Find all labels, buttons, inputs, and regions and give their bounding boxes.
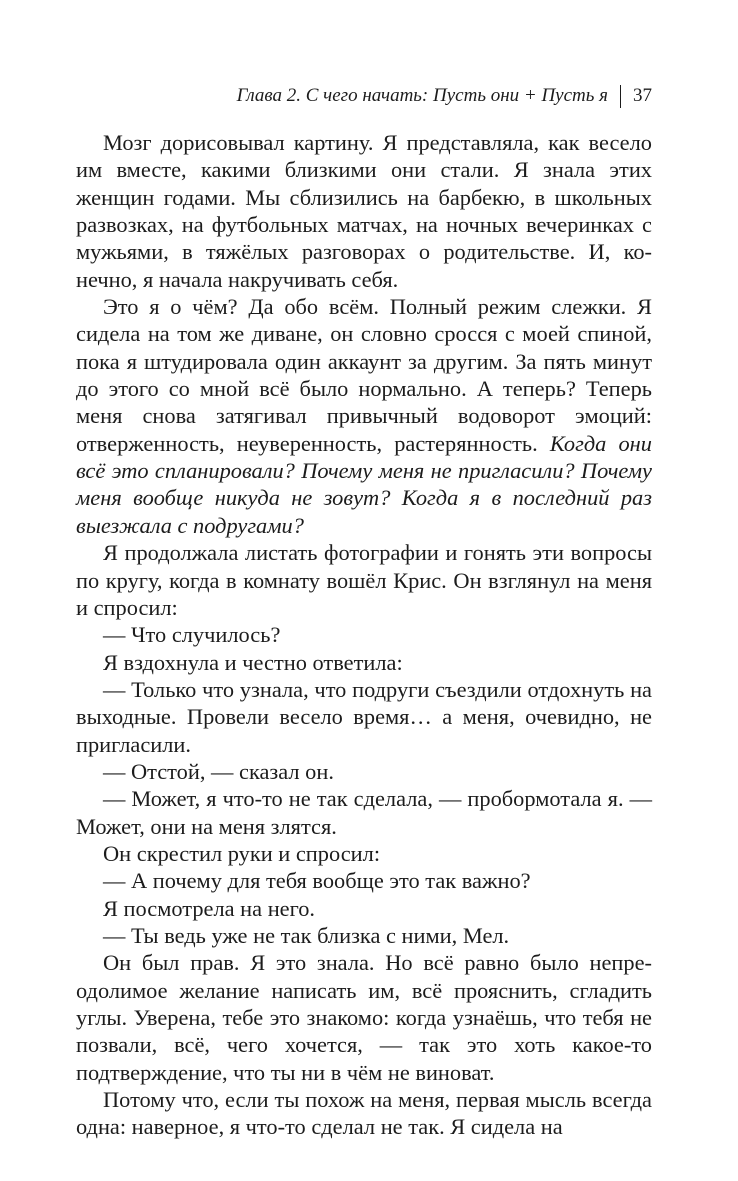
- paragraph: Он был прав. Я это знала. Но всё равно было непреодолимое желание написать им, всё прояснить, сгладить углы. Уверена, тебе это знакомо: когда узнаёшь, что тебя не позвали, всё, чего хочется, — так это хоть какое-то подтверждение, что ты ни в чём не виноват.: [76, 950, 652, 1085]
- paragraph: Я вздохнула и честно ответила:: [103, 649, 403, 675]
- chapter-title: Глава 2. С чего начать: Пусть они + Пусть я: [236, 85, 608, 106]
- header-divider: [620, 85, 621, 108]
- paragraph: — Только что узнала, что подруги съездили отдохнуть на выходные. Провели весело время… а меня, очевидно, не пригласили.: [76, 676, 652, 757]
- paragraph: Это я о чём? Да обо всём. Полный режим слежки. Я сидела на том же диване, он словно сросся с моей спиной, пока я штудировала один аккаунт за другим. За пять минут до этого со мной всё было нормально. А теперь? Теперь меня снова затягивал привычный водоворот эмоций: отверженность, неуверенность, растерянность. Когда они всё это спланировали? Почему меня не пригласили? Почему меня вообще никуда не зовут? Когда я в последний раз выезжала с подругами?: [76, 294, 652, 538]
- paragraph: Я посмотрела на него.: [103, 895, 316, 921]
- running-header: [237, 84, 652, 108]
- body-text: [76, 129, 652, 1141]
- paragraph: Мозг дорисовывал картину. Я представляла, как весело им вместе, какими близкими они стали. Я знала этих женщин годами. Мы сблизились на барбекю, в школьных развозках, на футбольных матчах, на ночных вечеринках с мужьями, в тяжёлых разговорах о родительстве. И, конечно, я начала накручивать себя.: [76, 130, 652, 292]
- paragraph: Я продолжала листать фотографии и гонять эти вопросы по кругу, когда в комнату вошёл Крис. Он взглянул на меня и спросил:: [76, 540, 652, 620]
- paragraph: — А почему для тебя вообще это так важно?: [103, 868, 531, 894]
- paragraph: — Что случилось?: [103, 622, 281, 648]
- paragraph: Потому что, если ты похож на меня, первая мысль всегда одна: наверное, я что-то сделал не так. Я сидела на: [76, 1087, 652, 1140]
- paragraph: — Может, я что-то не так сделала, — пробормотала я. — Может, они на меня злятся.: [76, 786, 652, 839]
- paragraph: Он скрестил руки и спросил:: [103, 840, 381, 866]
- page-number: 37: [633, 85, 652, 106]
- italic-questions: Когда они всё это спланировали? Почему меня не пригласили? Почему меня вообще никуда не зовут? Когда я в последний раз выезжала с подругами?: [76, 430, 652, 538]
- paragraph: — Отстой, — сказал он.: [103, 758, 334, 784]
- paragraph: — Ты ведь уже не так близка с ними, Мел.: [103, 922, 510, 948]
